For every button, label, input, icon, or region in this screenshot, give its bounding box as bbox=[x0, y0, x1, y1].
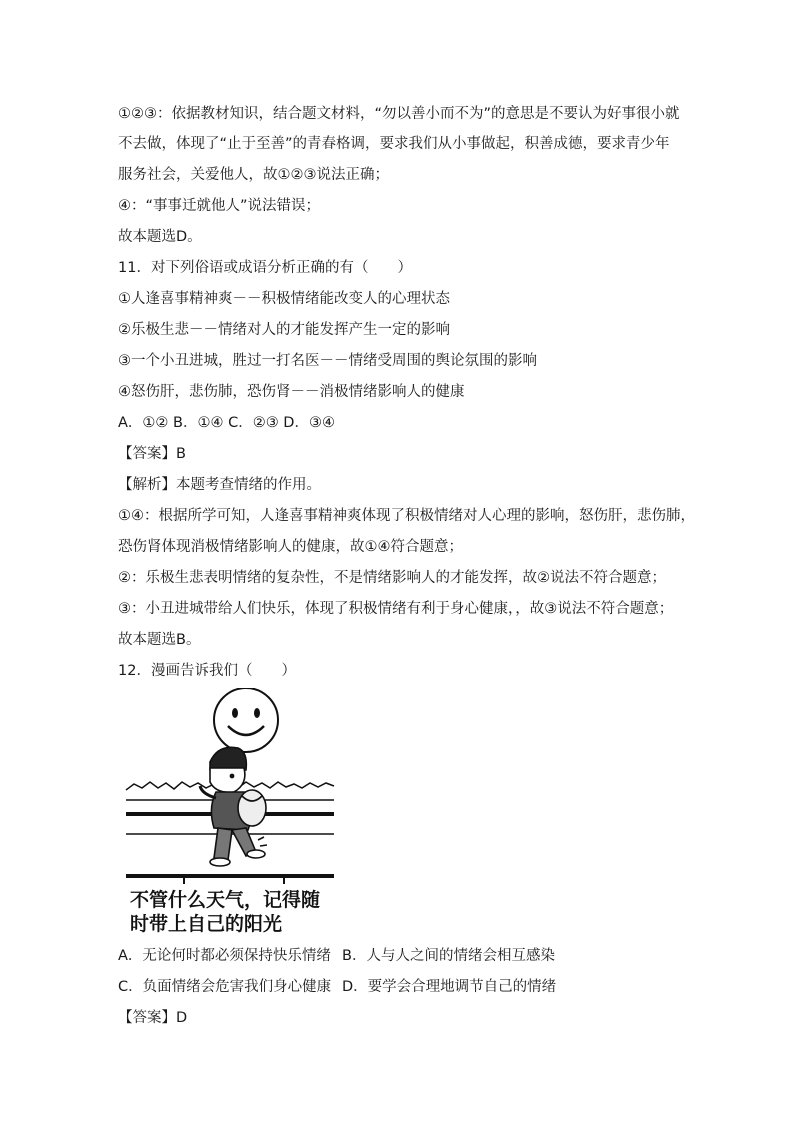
q11-item-4: ④怒伤肝，悲伤肺，恐伤肾－－消极情绪影响人的健康 bbox=[118, 384, 465, 400]
q10-analysis-line-4: ④：“事事迁就他人”说法错误； bbox=[118, 198, 321, 214]
q11-stem: 11．对下列俗语或成语分析正确的有（ ） bbox=[118, 260, 412, 276]
q10-analysis-line-3: 服务社会，关爱他人，故①②③说法正确； bbox=[118, 167, 389, 183]
q12-answer: 【答案】D bbox=[118, 1010, 188, 1026]
q10-conclusion: 故本题选D。 bbox=[118, 229, 202, 245]
q11-analysis-line-4: ③：小丑进城带给人们快乐，体现了积极情绪有利于身心健康，，故③说法不符合题意； bbox=[118, 601, 674, 617]
q12-options-row-2 bbox=[118, 977, 556, 997]
cartoon-image bbox=[124, 688, 336, 934]
q11-conclusion: 故本题选B。 bbox=[118, 632, 201, 648]
q12-option-c: C．负面情绪会危害我们身心健康 bbox=[118, 979, 332, 995]
q11-answer: 【答案】B bbox=[118, 446, 186, 462]
q12-option-a: A．无论何时都必须保持快乐情绪 bbox=[118, 948, 331, 964]
cartoon-drawing bbox=[124, 688, 336, 934]
q10-analysis-line-1: ①②③：依据教材知识，结合题文材料，“勿以善小而不为”的意思是不要认为好事很小就 bbox=[118, 106, 680, 122]
q12-option-d: D．要学会合理地调节自己的情绪 bbox=[342, 979, 557, 995]
q12-option-b: B．人与人之间的情绪会相互感染 bbox=[342, 948, 555, 964]
q11-analysis-line-2: 恐伤肾体现消极情绪影响人的健康，故①④符合题意； bbox=[118, 539, 463, 555]
q11-item-2: ②乐极生悲－－情绪对人的才能发挥产生一定的影响 bbox=[118, 322, 450, 338]
q11-item-3: ③一个小丑进城，胜过一打名医－－情绪受周围的舆论氛围的影响 bbox=[118, 353, 537, 369]
walking-boy-figure bbox=[200, 747, 267, 866]
cartoon-caption-line-2: 时带上自己的阳光 bbox=[130, 913, 283, 934]
q12-stem: 12．漫画告诉我们（ ） bbox=[118, 663, 296, 679]
q11-analysis-line-1: ①④：根据所学可知，人逢喜事精神爽体现了积极情绪对人心理的影响，怒伤肝，悲伤肺， bbox=[118, 508, 695, 524]
cartoon-caption-line-1: 不管什么天气，记得随 bbox=[130, 889, 321, 911]
q11-analysis-title: 【解析】本题考查情绪的作用。 bbox=[118, 477, 321, 493]
q11-analysis-line-3: ②：乐极生悲表明情绪的复杂性，不是情绪影响人的才能发挥，故②说法不符合题意； bbox=[118, 570, 666, 586]
q11-item-1: ①人逢喜事精神爽－－积极情绪能改变人的心理状态 bbox=[118, 291, 450, 307]
q12-options-row-1 bbox=[118, 946, 555, 966]
q11-options: A．①② B．①④ C．②③ D．③④ bbox=[118, 415, 335, 431]
q10-analysis-line-2: 不去做，体现了“止于至善”的青春格调，要求我们从小事做起，积善成德，要求青少年 bbox=[118, 136, 670, 152]
